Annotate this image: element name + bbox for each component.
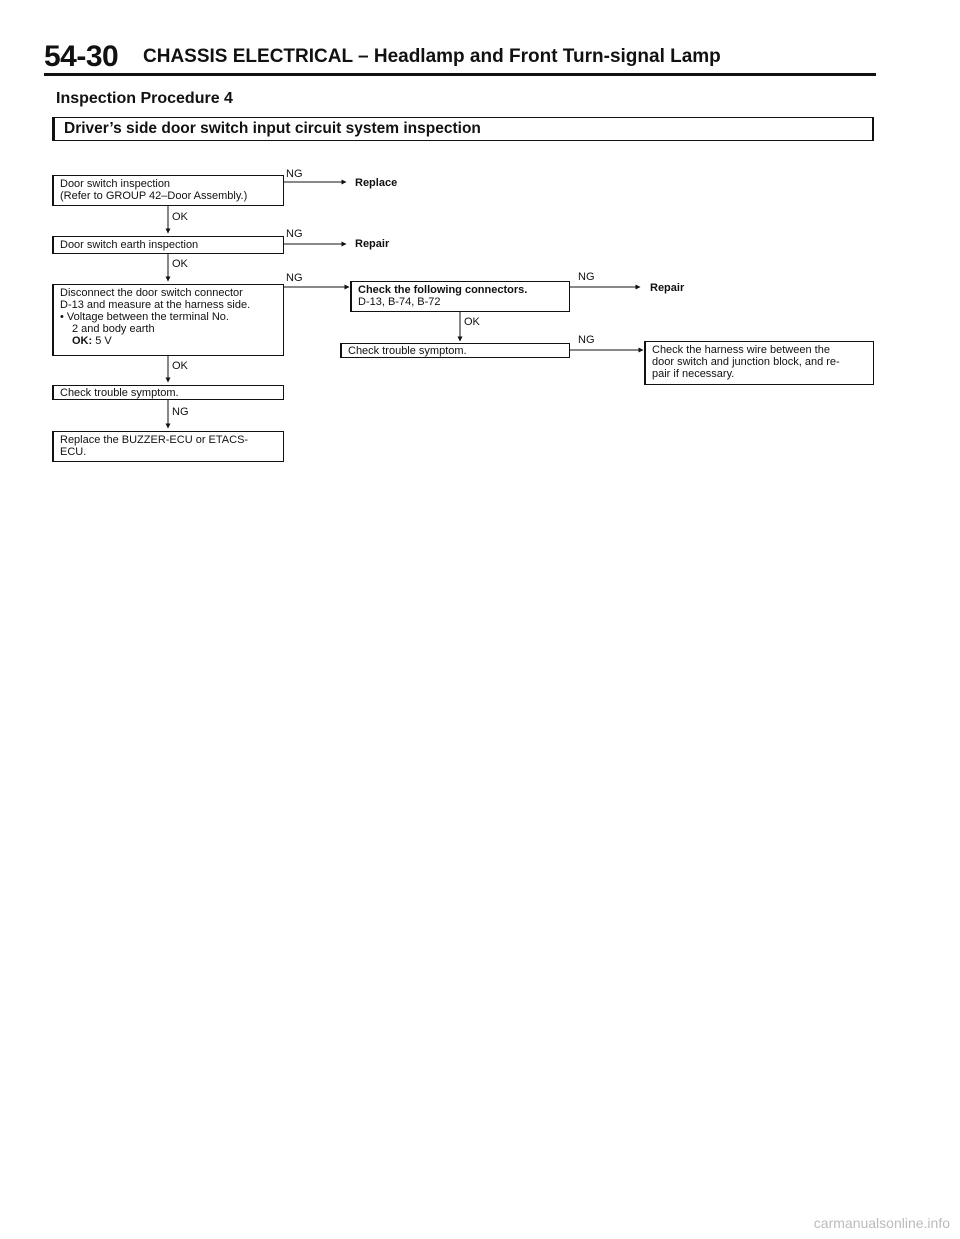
step2-ok-label: OK	[172, 258, 188, 270]
step2-ng-result: Repair	[355, 238, 390, 250]
branch1-box	[350, 281, 570, 312]
step2-box	[52, 236, 284, 254]
branch1-line1: Check the following connectors.	[358, 284, 528, 296]
footer-watermark: carmanualsonline.info	[813, 1215, 950, 1231]
branch2-box	[340, 343, 570, 358]
branch1-ng-result: Repair	[650, 282, 685, 294]
step5-line1: Replace the BUZZER-ECU or ETACS-	[60, 434, 249, 446]
branch1-line2: D-13, B-74, B-72	[358, 296, 441, 308]
branch3-line2: door switch and junction block, and re-	[652, 356, 840, 368]
step3-line2: D-13 and measure at the harness side.	[60, 299, 251, 311]
step2-line1: Door switch earth inspection	[60, 239, 199, 251]
step4-line1: Check trouble symptom.	[60, 387, 179, 399]
section-title: Inspection Procedure 4	[56, 90, 233, 107]
step1-ok-label: OK	[172, 211, 188, 223]
step5-box	[52, 431, 284, 462]
branch1-ng-label: NG	[578, 271, 595, 283]
step3-line3: • Voltage between the terminal No.	[60, 311, 229, 323]
step3-box	[52, 284, 284, 356]
step1-line2: (Refer to GROUP 42–Door Assembly.)	[60, 190, 248, 202]
step3-ng-label: NG	[286, 272, 303, 284]
branch1-ok-label: OK	[464, 316, 480, 328]
step1-ng-result: Replace	[355, 177, 398, 189]
branch3-line1: Check the harness wire between the	[652, 344, 830, 356]
branch2-ng-label: NG	[578, 334, 595, 346]
step1-line1: Door switch inspection	[60, 178, 171, 190]
page-number: 54-30	[44, 40, 119, 73]
step4-ng-label: NG	[172, 406, 189, 418]
step3-ok-label: OK	[172, 360, 188, 372]
header-title: CHASSIS ELECTRICAL – Headlamp and Front Turn-signal Lamp	[143, 46, 721, 67]
step3-ok-value: 5 V	[95, 335, 112, 347]
step1-ng-label: NG	[286, 168, 303, 180]
step3-line1: Disconnect the door switch connector	[60, 287, 243, 299]
step5-line2: ECU.	[60, 446, 87, 458]
subtitle: Driver’s side door switch input circuit system inspection	[64, 120, 481, 137]
step4-box	[52, 385, 284, 400]
branch3-line3: pair if necessary.	[652, 368, 735, 380]
step2-ng-label: NG	[286, 228, 303, 240]
branch2-line1: Check trouble symptom.	[348, 345, 467, 357]
branch3-box	[644, 341, 874, 385]
step3-ok-key: OK:	[72, 335, 93, 347]
step1-box	[52, 175, 284, 206]
step3-line4: 2 and body earth	[72, 323, 155, 335]
